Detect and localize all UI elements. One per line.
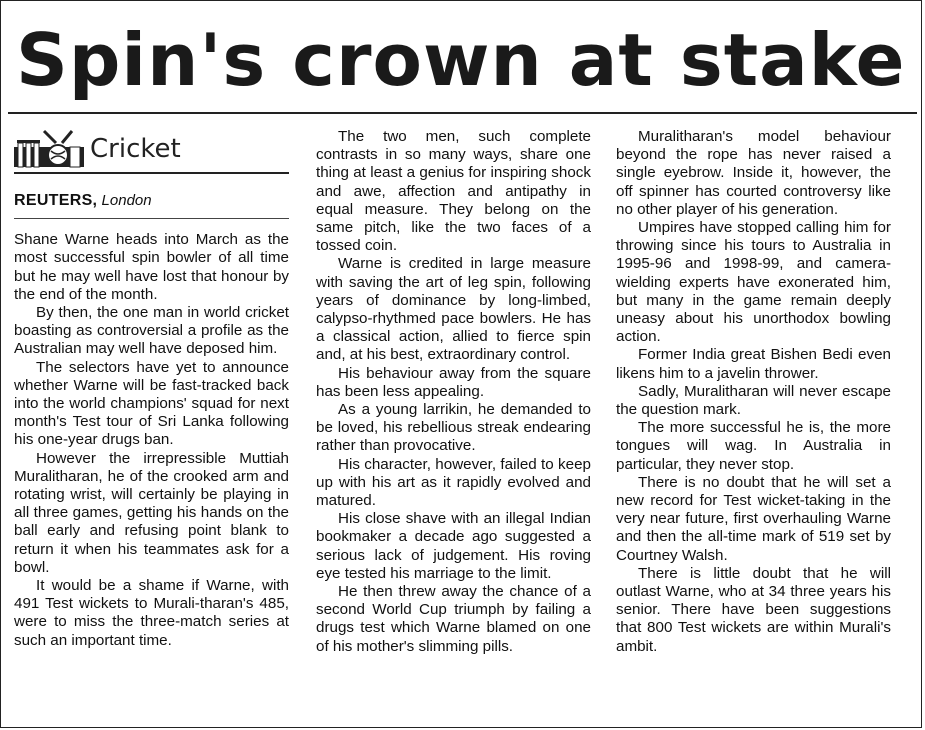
paragraph: Muralitharan's model behaviour beyond the rope has never raised a single eyebrow. Inside it, however, the off spinner has courted controversy like no other player of his generation.	[616, 128, 891, 218]
paragraph: Sadly, Muralitharan will never escape the question mark.	[616, 382, 891, 419]
headline-rule	[8, 112, 917, 114]
agency-byline: REUTERS,	[14, 192, 98, 209]
column-1	[14, 128, 289, 650]
section-header	[14, 128, 289, 174]
paragraph: His character, however, failed to keep up with his art as it rapidly evolved and matured.	[316, 455, 591, 510]
paragraph: The selectors have yet to announce whether Warne will be fast-tracked back into the world champions' squad for next month's Test tour of Sri Lanka following his one-year drugs ban.	[14, 358, 289, 449]
column-2	[316, 128, 591, 656]
headline: Spin's crown at stake	[16, 18, 906, 102]
paragraph: Former India great Bishen Bedi even likens him to a javelin thrower.	[616, 346, 891, 382]
paragraph: He then threw away the chance of a second World Cup triumph by failing a drugs test which Warne blamed on one of his mother's slimming pills.	[316, 583, 591, 655]
dateline-city: London	[101, 192, 152, 209]
dateline	[14, 192, 289, 219]
cricket-bat-stumps-ball-icon	[14, 129, 84, 169]
paragraph: Umpires have stopped calling him for throwing since his tours to Australia in 1995-96 and 1998-99, and camera-wielding experts have exonerated him, but many in the game remain deeply uneasy about his unorthodox bowling action.	[616, 219, 891, 346]
paragraph: The two men, such complete contrasts in so many ways, share one thing at least a genius for inspiring shock and awe, affection and antipathy in equal measure. They belong on the same pitch, like the two faces of a tossed coin.	[316, 128, 591, 255]
paragraph: There is no doubt that he will set a new record for Test wicket-taking in the very near future, first overhauling Warne and then the all-time mark of 519 set by Courtney Walsh.	[616, 473, 891, 564]
paragraph: His close shave with an illegal Indian bookmaker a decade ago suggested a serious lack of judgement. His roving eye tested his marriage to the limit.	[316, 510, 591, 582]
column-3	[616, 128, 891, 656]
paragraph: However the irrepressible Muttiah Muralitharan, he of the crooked arm and rotating wrist, will certainly be playing in all three games, getting his hands on the ball early and refusing point blank to return it when his teammates ask for a bowl.	[14, 449, 289, 576]
paragraph: As a young larrikin, he demanded to be loved, his rebellious streak endearing rather than provocative.	[316, 401, 591, 455]
section-label: Cricket	[90, 133, 181, 164]
paragraph: Warne is credited in large measure with saving the art of leg spin, following years of dominance by long-limbed, calypso-rhythmed pace bowlers. He has a classical action, allied to fierce spin and, at his best, extraordinary control.	[316, 255, 591, 364]
paragraph: It would be a shame if Warne, with 491 Test wickets to Murali-tharan's 485, were to miss the three-match series at such an important time.	[14, 577, 289, 649]
paragraph: His behaviour away from the square has been less appealing.	[316, 364, 591, 400]
paragraph: There is little doubt that he will outlast Warne, who at 34 three years his senior. There have been suggestions that 800 Test wickets are within Murali's ambit.	[616, 564, 891, 655]
paragraph: The more successful he is, the more tongues will wag. In Australia in particular, they never stop.	[616, 419, 891, 473]
paragraph: Shane Warne heads into March as the most successful spin bowler of all time but he may well have lost that honour by the end of the month.	[14, 231, 289, 303]
paragraph: By then, the one man in world cricket boasting as controversial a profile as the Australian may well have deposed him.	[14, 304, 289, 358]
